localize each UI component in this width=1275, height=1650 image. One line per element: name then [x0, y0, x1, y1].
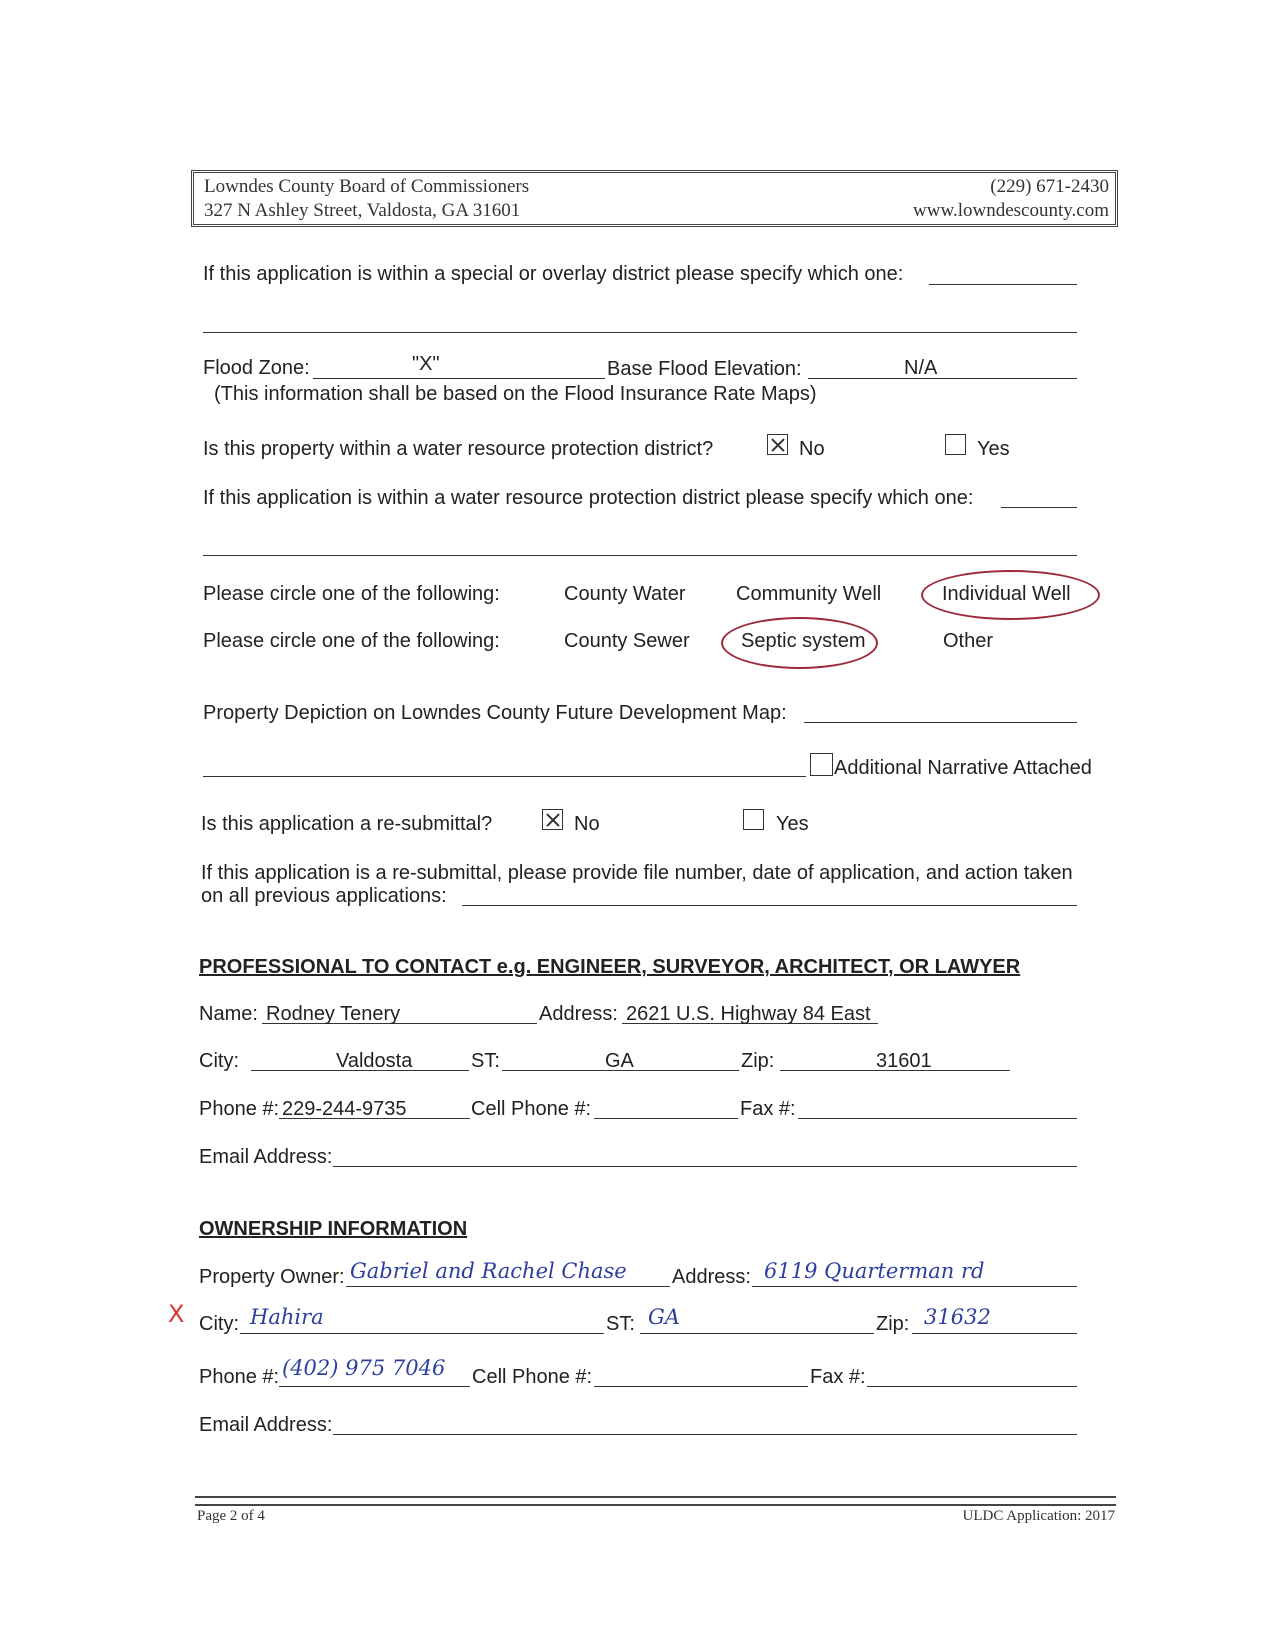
- overlay-district-label: If this application is within a special or overlay district please specify which one:: [203, 263, 904, 285]
- base-flood-elevation-field[interactable]: [808, 378, 1077, 379]
- footer-rule: [195, 1496, 1116, 1506]
- resubmittal-details-line1: If this application is a re-submittal, please provide file number, date of application, and action taken: [201, 862, 1073, 884]
- pro-name-value: Rodney Tenery: [266, 1003, 401, 1025]
- water-option-county-water[interactable]: County Water: [564, 583, 686, 605]
- ownership-heading: OWNERSHIP INFORMATION: [199, 1218, 468, 1240]
- narrative-attached-label: Additional Narrative Attached: [834, 757, 1092, 779]
- professional-heading: PROFESSIONAL TO CONTACT e.g. ENGINEER, SURVEYOR, ARCHITECT, OR LAWYER: [199, 956, 1021, 978]
- pro-cell-field[interactable]: [594, 1118, 738, 1119]
- overlay-district-field[interactable]: [929, 284, 1077, 285]
- resubmittal-yes-label: Yes: [776, 813, 809, 835]
- sewer-option-other[interactable]: Other: [943, 630, 994, 652]
- footer-page-number: Page 2 of 4: [197, 1508, 265, 1524]
- pro-cell-label: Cell Phone #:: [471, 1098, 592, 1120]
- future-dev-label: Property Depiction on Lowndes County Future Development Map:: [203, 702, 787, 724]
- overlay-district-field-2[interactable]: [203, 332, 1077, 333]
- water-district-field-2[interactable]: [203, 555, 1077, 556]
- owner-city-label: City:: [199, 1313, 239, 1335]
- future-dev-field-2[interactable]: [203, 776, 806, 777]
- resubmittal-details-field[interactable]: [462, 905, 1077, 906]
- owner-fax-field[interactable]: [867, 1386, 1077, 1387]
- org-address: 327 N Ashley Street, Valdosta, GA 31601: [204, 200, 521, 221]
- pro-address-value: 2621 U.S. Highway 84 East: [626, 1003, 871, 1025]
- pro-city-value: Valdosta: [336, 1050, 413, 1072]
- water-resource-yes-checkbox[interactable]: [945, 434, 966, 455]
- owner-phone-label: Phone #:: [199, 1366, 280, 1388]
- resubmittal-no-checkbox[interactable]: [542, 809, 563, 830]
- flood-note: (This information shall be based on the Flood Insurance Rate Maps): [214, 383, 817, 405]
- owner-zip-field[interactable]: [912, 1333, 1077, 1334]
- owner-st-field[interactable]: [640, 1333, 874, 1334]
- owner-cell-label: Cell Phone #:: [472, 1366, 593, 1388]
- narrative-attached-checkbox[interactable]: [810, 753, 833, 776]
- owner-phone-field[interactable]: [279, 1386, 470, 1387]
- water-resource-no-checkbox[interactable]: [767, 434, 788, 455]
- sewer-option-county-sewer[interactable]: County Sewer: [564, 630, 690, 652]
- pro-st-value: GA: [605, 1050, 634, 1072]
- base-flood-elevation-label: Base Flood Elevation:: [607, 358, 802, 380]
- owner-city-value: Hahira: [250, 1305, 324, 1329]
- org-phone: (229) 671-2430: [990, 176, 1109, 197]
- owner-cell-field[interactable]: [594, 1386, 808, 1387]
- owner-email-field[interactable]: [333, 1434, 1077, 1435]
- letterhead: [191, 170, 1118, 227]
- water-resource-question: Is this property within a water resource protection district?: [203, 438, 714, 460]
- owner-address-value: 6119 Quarterman rd: [764, 1259, 985, 1283]
- pro-phone-label: Phone #:: [199, 1098, 280, 1120]
- future-dev-field[interactable]: [804, 722, 1077, 723]
- owner-address-field[interactable]: [752, 1286, 1077, 1287]
- resubmittal-yes-checkbox[interactable]: [743, 809, 764, 830]
- owner-label: Property Owner:: [199, 1266, 345, 1288]
- owner-zip-label: Zip:: [876, 1313, 910, 1335]
- water-resource-no-label: No: [799, 438, 825, 460]
- pro-email-field[interactable]: [333, 1166, 1077, 1167]
- pro-phone-value: 229-244-9735: [282, 1098, 407, 1120]
- pro-fax-field[interactable]: [798, 1118, 1077, 1119]
- owner-value: Gabriel and Rachel Chase: [350, 1259, 627, 1283]
- water-option-individual-well[interactable]: Individual Well: [942, 583, 1071, 605]
- owner-address-label: Address:: [672, 1266, 751, 1288]
- pro-city-label: City:: [199, 1050, 239, 1072]
- water-option-community-well[interactable]: Community Well: [736, 583, 882, 605]
- sewer-option-septic-system[interactable]: Septic system: [741, 630, 866, 652]
- pro-zip-value: 31601: [876, 1050, 932, 1072]
- water-district-label: If this application is within a water resource protection district please specify which one:: [203, 487, 974, 509]
- owner-phone-value: (402) 975 7046: [282, 1356, 446, 1380]
- flood-zone-field[interactable]: [313, 378, 605, 379]
- resubmittal-no-label: No: [574, 813, 600, 835]
- red-x-mark: X: [168, 1300, 185, 1328]
- owner-st-value: GA: [648, 1305, 680, 1329]
- owner-st-label: ST:: [606, 1313, 635, 1335]
- pro-name-label: Name:: [199, 1003, 258, 1025]
- pro-address-label: Address:: [539, 1003, 618, 1025]
- flood-zone-label: Flood Zone:: [203, 357, 310, 379]
- footer-form-version: ULDC Application: 2017: [962, 1508, 1115, 1524]
- sewer-label: Please circle one of the following:: [203, 630, 500, 652]
- water-resource-yes-label: Yes: [977, 438, 1010, 460]
- org-website: www.lowndescounty.com: [913, 200, 1109, 221]
- owner-zip-value: 31632: [924, 1305, 991, 1329]
- pro-zip-label: Zip:: [741, 1050, 775, 1072]
- owner-email-label: Email Address:: [199, 1414, 333, 1436]
- pro-fax-label: Fax #:: [740, 1098, 796, 1120]
- org-name: Lowndes County Board of Commissioners: [204, 176, 530, 197]
- resubmittal-question: Is this application a re-submittal?: [201, 813, 493, 835]
- owner-fax-label: Fax #:: [810, 1366, 866, 1388]
- water-district-field[interactable]: [1001, 507, 1077, 508]
- flood-zone-value: "X": [412, 353, 440, 375]
- resubmittal-details-line2: on all previous applications:: [201, 885, 447, 907]
- pro-st-label: ST:: [471, 1050, 500, 1072]
- base-flood-elevation-value: N/A: [904, 357, 938, 379]
- owner-city-field[interactable]: [240, 1333, 604, 1334]
- owner-field[interactable]: [346, 1286, 670, 1287]
- pro-email-label: Email Address:: [199, 1146, 333, 1168]
- water-source-label: Please circle one of the following:: [203, 583, 500, 605]
